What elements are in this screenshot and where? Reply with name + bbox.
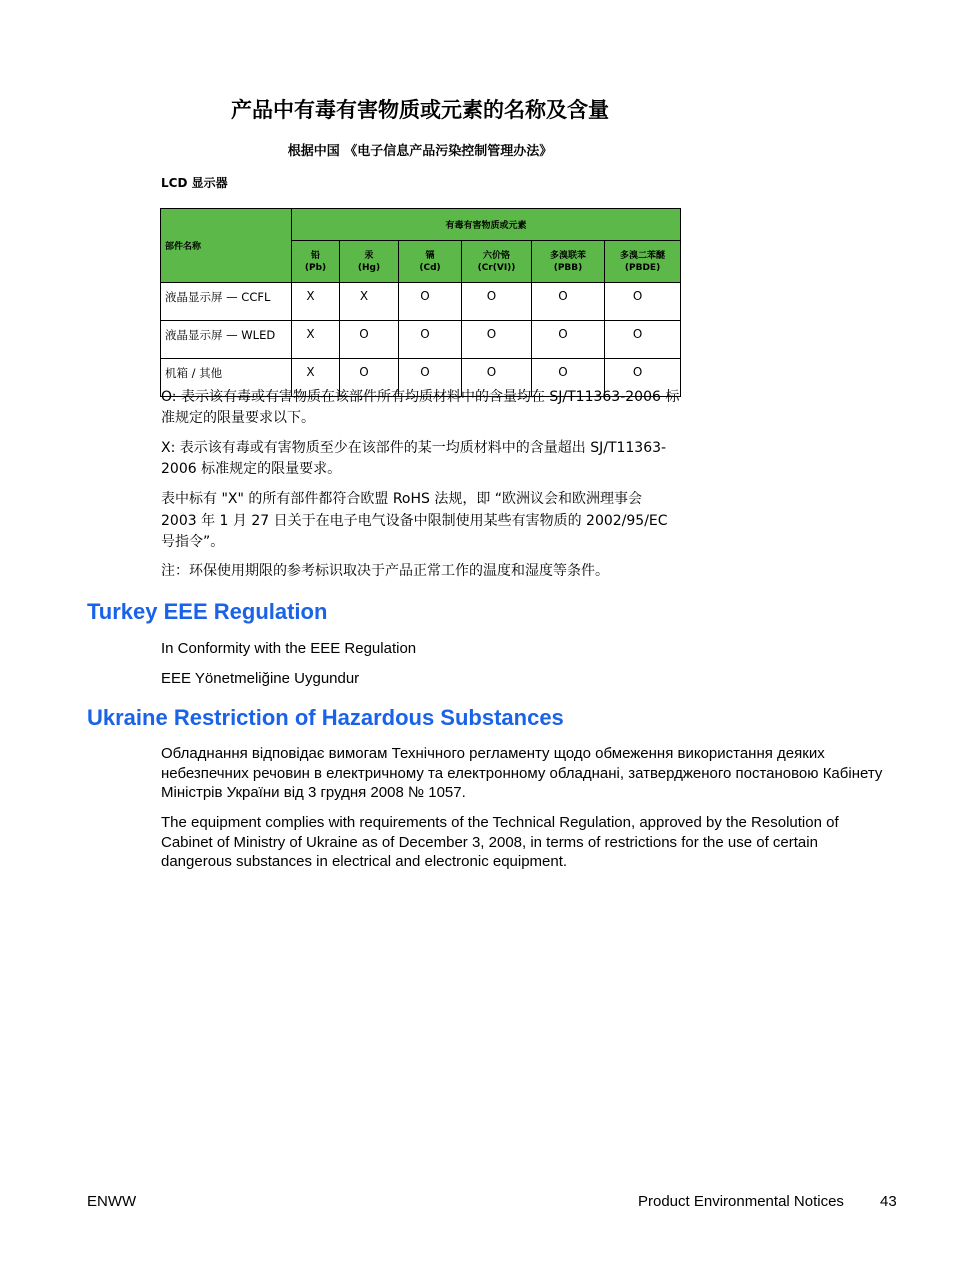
substance-mark: O — [399, 321, 462, 359]
substance-mark: O — [340, 321, 399, 359]
table-row — [161, 283, 681, 321]
note-env: 注：环保使用期限的参考标识取决于产品正常工作的温度和湿度等条件。 — [161, 563, 609, 579]
substance-mark: O — [532, 321, 605, 359]
substance-header — [292, 241, 340, 283]
substance-table — [160, 208, 681, 397]
substance-name: 汞 — [364, 250, 374, 261]
substance-mark: O — [399, 283, 462, 321]
substance-header — [399, 241, 462, 283]
note-x: X: 表示该有毒或有害物质至少在该部件的某一均质材料中的含量超出 SJ/T11363-2006 标准规定的限量要求。 — [161, 440, 667, 477]
substance-header — [605, 241, 681, 283]
substance-symbol: (Cr(VI)) — [477, 262, 516, 273]
ukraine-para-en: The equipment complies with requirements of the Technical Regulation, approved by the Resolution of Cabinet of Ministry of Ukraine as of December 3, 2008, in terms of restrictions for the use of certain dangerous substances in electrical and electronic equipment. — [161, 814, 839, 870]
substance-symbol: (Cd) — [419, 262, 441, 273]
substance-mark: O — [462, 283, 532, 321]
china-subtitle: 根据中国 《电子信息产品污染控制管理办法》 — [287, 144, 553, 159]
substance-symbol: (Pb) — [304, 262, 327, 273]
substance-mark: O — [462, 321, 532, 359]
substance-name: 多溴联苯 — [549, 250, 586, 261]
china-title: 产品中有毒有害物质或元素的名称及含量 — [231, 98, 609, 122]
substance-name: 六价铬 — [482, 250, 510, 261]
parts-header: 部件名称 — [161, 209, 292, 283]
substance-symbol: (Hg) — [357, 262, 381, 273]
substance-mark: O — [340, 359, 399, 397]
substance-header — [340, 241, 399, 283]
ukraine-heading: Ukraine Restriction of Hazardous Substances — [87, 705, 564, 730]
footer-left: ENWW — [87, 1193, 137, 1210]
part-name: 机箱 / 其他 — [161, 359, 292, 397]
turkey-heading: Turkey EEE Regulation — [87, 599, 328, 624]
substance-table-body — [161, 283, 681, 397]
substance-mark: X — [292, 359, 340, 397]
substance-mark: O — [605, 283, 681, 321]
substances-group-header: 有毒有害物质或元素 — [292, 209, 681, 241]
substance-mark: O — [532, 359, 605, 397]
product-label: LCD 显示器 — [161, 176, 228, 190]
substance-header — [532, 241, 605, 283]
footer-page-number: 43 — [880, 1193, 897, 1210]
substance-mark: X — [292, 283, 340, 321]
substance-name: 铅 — [310, 250, 320, 261]
substance-mark: O — [462, 359, 532, 397]
substance-name: 镉 — [425, 250, 435, 261]
table-row — [161, 321, 681, 359]
turkey-line-1: In Conformity with the EEE Regulation — [161, 640, 417, 657]
substance-symbol: (PBB) — [553, 262, 583, 273]
note-o: O: 表示该有毒或有害物质在该部件所有均质材料中的含量均在 SJ/T11363-2006 标准规定的限量要求以下。 — [161, 389, 680, 426]
ukraine-para-uk: Обладнання відповідає вимогам Технічного регламенту щодо обмеження використання деяких небезпечних речовин в електричному та електронному обладнані, затвердженого постановою Кабінету Міністрів України від 3 грудня 2008 № 1057. — [161, 745, 883, 801]
substance-mark: X — [292, 321, 340, 359]
turkey-line-2: EEE Yönetmeliğine Uygundur — [161, 670, 360, 687]
note-rohs: 表中标有 "X" 的所有部件都符合欧盟 RoHS 法规，即 “欧洲议会和欧洲理事会 2003 年 1 月 27 日关于在电子电气设备中限制使用某些有害物质的 2002/95/EC 号指令”。 — [161, 491, 668, 550]
substance-mark: X — [340, 283, 399, 321]
substance-mark: O — [605, 321, 681, 359]
substance-header — [462, 241, 532, 283]
substance-name: 多溴二苯醚 — [620, 250, 666, 261]
part-name: 液晶显示屏 — CCFL — [161, 283, 292, 321]
substance-mark: O — [399, 359, 462, 397]
substance-mark: O — [605, 359, 681, 397]
substance-symbol: (PBDE) — [624, 262, 661, 273]
footer-section: Product Environmental Notices — [638, 1193, 844, 1210]
substance-mark: O — [532, 283, 605, 321]
part-name: 液晶显示屏 — WLED — [161, 321, 292, 359]
